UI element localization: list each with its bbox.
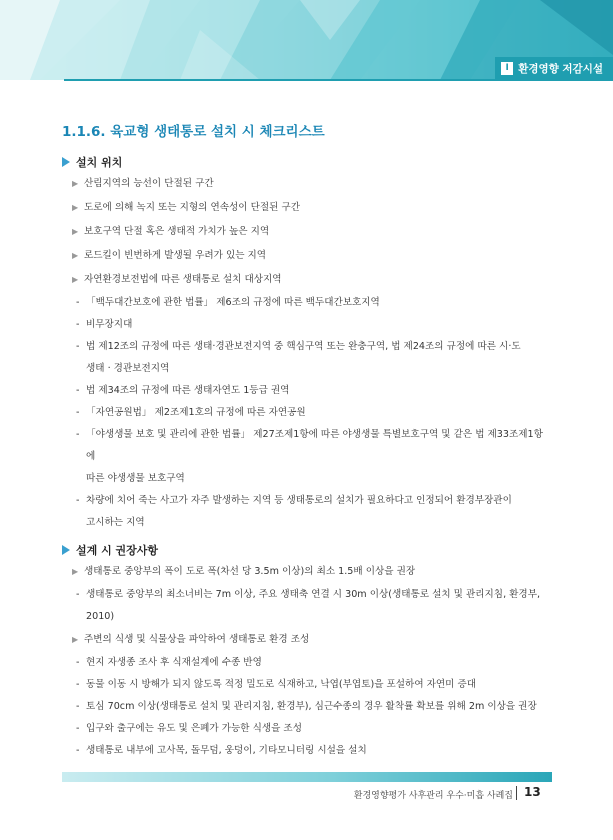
dash-marker: - bbox=[76, 407, 80, 418]
footer-separator bbox=[516, 786, 517, 800]
dash-item bbox=[62, 674, 552, 696]
bullet-text: 생태통로 중앙부의 폭이 도로 폭(차선 당 3.5m 이상)의 최소 1.5배 이상을 권장 bbox=[84, 566, 416, 577]
bullet-item bbox=[62, 196, 552, 220]
dash-item bbox=[62, 490, 552, 534]
dash-marker: - bbox=[76, 385, 80, 396]
footer-bar bbox=[62, 772, 552, 782]
section-title: 환경영향 저감시설 bbox=[518, 62, 603, 75]
dash-text-line: 2010) bbox=[86, 611, 115, 622]
dash-text: 「백두대간보호에 관한 법률」 제6조의 규정에 따른 백두대간보호지역 bbox=[86, 297, 380, 308]
chapter-icon: Ⅰ bbox=[501, 62, 513, 75]
bullet-text: 보호구역 단절 혹은 생태적 가치가 높은 지역 bbox=[84, 226, 270, 237]
dash-item bbox=[62, 402, 552, 424]
section-heading bbox=[62, 152, 552, 172]
dash-text: 「자연공원법」 제2조제1호의 규정에 따른 자연공원 bbox=[86, 407, 306, 418]
dash-text bbox=[86, 584, 552, 628]
footer-title: 환경영향평가 사후관리 우수·미흡 사례집 bbox=[353, 791, 513, 801]
bullet-item bbox=[62, 172, 552, 196]
arrow-bullet-icon: ▶ bbox=[72, 567, 79, 576]
arrow-bullet-icon: ▶ bbox=[72, 251, 79, 260]
bullet-text: 산림지역의 능선이 단절된 구간 bbox=[84, 178, 214, 189]
section-tab bbox=[495, 57, 613, 79]
arrow-bullet-icon: ▶ bbox=[72, 179, 79, 188]
dash-item bbox=[62, 292, 552, 314]
bullet-item bbox=[62, 244, 552, 268]
dash-text bbox=[86, 336, 552, 380]
main-content bbox=[62, 122, 552, 762]
dash-text: 현지 자생종 조사 후 식재설계에 수종 반영 bbox=[86, 657, 262, 668]
dash-text-line: 법 제12조의 규정에 따른 생태·경관보전지역 중 핵심구역 또는 완충구역, 법 제24조의 규정에 따른 시·도 bbox=[86, 341, 521, 352]
dash-text-line: 고시하는 지역 bbox=[86, 517, 145, 528]
dash-marker: - bbox=[76, 657, 80, 668]
dash-item bbox=[62, 314, 552, 336]
arrow-bullet-icon: ▶ bbox=[72, 203, 79, 212]
dash-marker: - bbox=[76, 429, 80, 440]
bullet-item bbox=[62, 268, 552, 292]
dash-text: 동물 이동 시 방해가 되지 않도록 적정 밀도로 식재하고, 낙엽(부엽토)을 포설하여 자연미 증대 bbox=[86, 679, 477, 690]
dash-text: 입구와 출구에는 유도 및 은폐가 가능한 식생을 조성 bbox=[86, 723, 302, 734]
triangle-bullet-icon bbox=[62, 545, 70, 555]
triangle-bullet-icon bbox=[62, 157, 70, 167]
bullet-text: 주변의 식생 및 식물상을 파악하여 생태통로 환경 조성 bbox=[84, 634, 310, 645]
section-heading-label: 설치 위치 bbox=[76, 156, 123, 169]
dash-marker: - bbox=[76, 723, 80, 734]
dash-item bbox=[62, 718, 552, 740]
arrow-bullet-icon: ▶ bbox=[72, 275, 79, 284]
arrow-bullet-icon: ▶ bbox=[72, 635, 79, 644]
bullet-text: 도로에 의해 녹지 또는 지형의 연속성이 단절된 구간 bbox=[84, 202, 300, 213]
section-heading bbox=[62, 540, 552, 560]
header-rule bbox=[64, 79, 613, 81]
section-heading-label: 설계 시 권장사항 bbox=[76, 544, 159, 557]
bullet-item bbox=[62, 628, 552, 652]
bullet-text: 로드킬이 빈번하게 발생될 우려가 있는 지역 bbox=[84, 250, 267, 261]
dash-item bbox=[62, 380, 552, 402]
dash-item bbox=[62, 424, 552, 490]
arrow-bullet-icon: ▶ bbox=[72, 227, 79, 236]
dash-text-line: 「야생생물 보호 및 관리에 관한 법률」 제27조제1항에 따른 야생생물 특별보호구역 및 같은 법 제33조제1항에 bbox=[86, 429, 543, 462]
dash-text-line: 따른 야생생물 보호구역 bbox=[86, 473, 185, 484]
dash-item bbox=[62, 696, 552, 718]
dash-text: 비무장지대 bbox=[86, 319, 133, 330]
dash-marker: - bbox=[76, 319, 80, 330]
dash-item bbox=[62, 336, 552, 380]
dash-text bbox=[86, 424, 552, 490]
dash-marker: - bbox=[76, 495, 80, 506]
bullet-item bbox=[62, 560, 552, 584]
dash-item bbox=[62, 740, 552, 762]
sections-container bbox=[62, 152, 552, 762]
dash-text: 생태통로 내부에 고사목, 돌무덤, 웅덩이, 기타모니터링 시설을 설치 bbox=[86, 745, 367, 756]
dash-text-line: 생태 · 경관보전지역 bbox=[86, 363, 170, 374]
dash-text-line: 차량에 치어 죽는 사고가 자주 발생하는 지역 등 생태통로의 설치가 필요하다고 인정되어 환경부장관이 bbox=[86, 495, 512, 506]
page-number: 13 bbox=[524, 785, 541, 799]
dash-text bbox=[86, 490, 552, 534]
dash-text-line: 생태통로 중앙부의 최소너비는 7m 이상, 주요 생태축 연결 시 30m 이상(생태통로 설치 및 관리지침, 환경부, bbox=[86, 589, 541, 600]
dash-text: 법 제34조의 규정에 따른 생태자연도 1등급 권역 bbox=[86, 385, 290, 396]
section-gap bbox=[62, 534, 552, 536]
dash-marker: - bbox=[76, 701, 80, 712]
bullet-item bbox=[62, 220, 552, 244]
page-heading: 1.1.6. 육교형 생태통로 설치 시 체크리스트 bbox=[62, 124, 325, 140]
dash-marker: - bbox=[76, 745, 80, 756]
dash-marker: - bbox=[76, 297, 80, 308]
dash-item bbox=[62, 652, 552, 674]
dash-marker: - bbox=[76, 589, 80, 600]
dash-marker: - bbox=[76, 341, 80, 352]
dash-text: 토심 70cm 이상(생태통로 설치 및 관리지침, 환경부), 심근수종의 경우 활착률 확보를 위해 2m 이상을 권장 bbox=[86, 701, 537, 712]
dash-item bbox=[62, 584, 552, 628]
bullet-text: 자연환경보전법에 따른 생태통로 설치 대상지역 bbox=[84, 274, 282, 285]
dash-marker: - bbox=[76, 679, 80, 690]
